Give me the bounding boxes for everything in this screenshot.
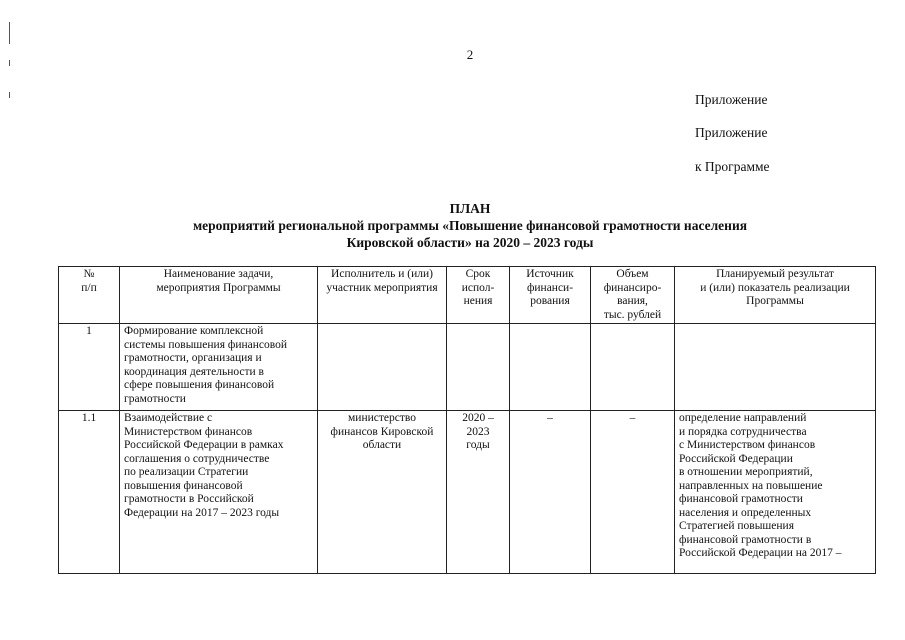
row-result: определение направлений и порядка сотрудничества с Министерством финансов Российской Федерации в отношении мероприятий, направленных на повышение финансовой грамотности населения и определенных Стратегией повышения финансовой грамотности в Российской Федерации на 2017 – xyxy=(679,412,842,559)
cell-volume xyxy=(591,324,675,411)
header-term xyxy=(447,267,510,324)
header-executor-label: Исполнитель и (или) участник мероприятия xyxy=(326,268,438,294)
cell-name xyxy=(120,411,318,574)
header-name xyxy=(120,267,318,324)
header-source xyxy=(510,267,591,324)
cell-term xyxy=(447,324,510,411)
cell-executor xyxy=(318,324,447,411)
row-term: 2020 – 2023 годы xyxy=(462,412,494,451)
row-name: Взаимодействие с Министерством финансов Российской Федерации в рамках соглашения о сотрудничестве по реализации Стратегии повышения финансовой грамотности в Российской Федерации на 2017 – 2023 годы xyxy=(124,412,284,519)
row-name: Формирование комплексной системы повышения финансовой грамотности, организация и координация деятельности в сфере повышения финансовой грамотности xyxy=(124,325,287,405)
row-num: 1 xyxy=(86,325,92,337)
cell-executor xyxy=(318,411,447,574)
cell-name xyxy=(120,324,318,411)
row-source: – xyxy=(547,412,553,424)
row-executor: министерство финансов Кировской области xyxy=(330,412,434,451)
header-result-label: Планируемый результат и (или) показатель реализации Программы xyxy=(700,268,850,307)
appendix-line-2: Приложение xyxy=(695,125,768,140)
table-row xyxy=(59,411,876,574)
table-header-row xyxy=(59,267,876,324)
appendix-line-3: к Программе xyxy=(695,159,770,174)
header-name-label: Наименование задачи, мероприятия Программы xyxy=(156,268,281,294)
margin-mark xyxy=(9,22,10,44)
header-num xyxy=(59,267,120,324)
row-volume: – xyxy=(629,412,636,424)
cell-volume xyxy=(591,411,675,574)
header-executor xyxy=(318,267,447,324)
page-number: 2 xyxy=(466,47,474,62)
plan-title: ПЛАН xyxy=(449,201,491,216)
appendix-line-1: Приложение xyxy=(695,92,768,107)
cell-num xyxy=(59,411,120,574)
cell-source xyxy=(510,324,591,411)
header-volume xyxy=(591,267,675,324)
cell-num xyxy=(59,324,120,411)
table-row xyxy=(59,324,876,411)
plan-subtitle-line-2: Кировской области» на 2020 – 2023 годы xyxy=(346,235,594,250)
header-result xyxy=(675,267,876,324)
header-volume-label: Объем финансиро- вания, тыс. рублей xyxy=(603,268,662,321)
plan-table xyxy=(58,266,876,574)
header-source-label: Источник финанси- рования xyxy=(526,268,574,307)
header-num-label: № п/п xyxy=(81,268,97,294)
cell-result xyxy=(675,411,876,574)
margin-mark xyxy=(9,92,10,98)
cell-term xyxy=(447,411,510,574)
cell-result xyxy=(675,324,876,411)
header-term-label: Срок испол- нения xyxy=(461,268,495,307)
row-num: 1.1 xyxy=(81,412,97,424)
cell-source xyxy=(510,411,591,574)
plan-subtitle-line-1: мероприятий региональной программы «Повышение финансовой грамотности населения xyxy=(192,218,748,233)
